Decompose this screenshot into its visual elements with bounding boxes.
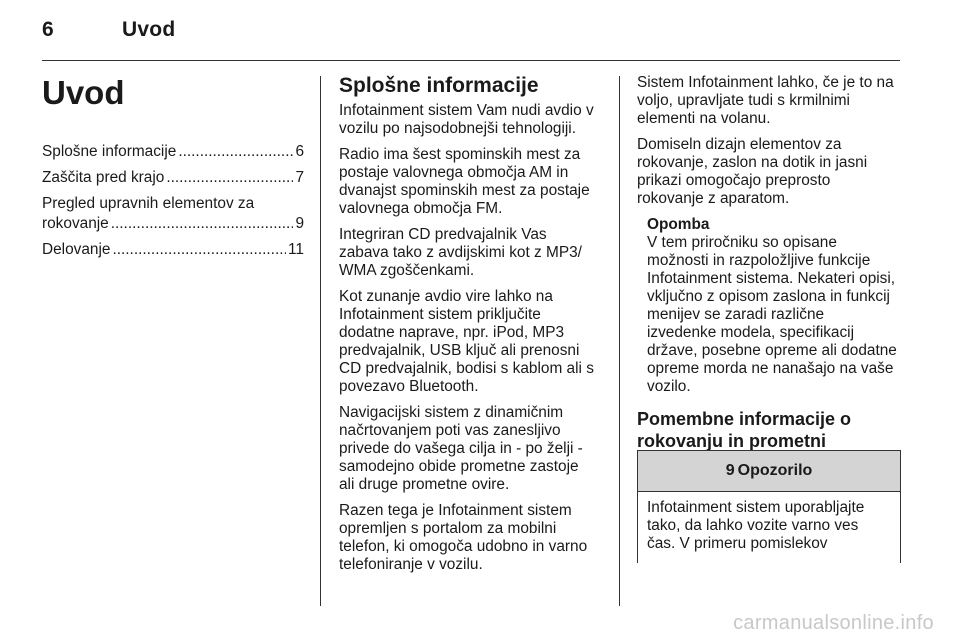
header-rule [42,60,900,61]
page-number: 6 [42,18,54,41]
text-line: dvanajst spominskih mest za postaje [339,182,590,199]
toc-entry-title: Zaščita pred krajo [42,169,165,186]
toc-leader-dots [178,142,293,162]
toc-page-number: 11 [288,241,304,258]
toc-entry-title: Splošne informacije [42,143,177,160]
paragraph [637,136,900,208]
text-line: Navigacijski sistem z dinamičnim [339,404,564,421]
chapter-title: Uvod [42,74,125,111]
toc-page-number: 7 [295,169,304,186]
toc-entry[interactable] [42,142,304,162]
third-column [637,74,900,484]
text-line: tako, da lahko vozite varno ves [647,517,859,534]
warning-title: Opozorilo [737,462,813,479]
text-line: rokovanju in prometni [637,431,827,451]
toc-page-number: 9 [295,215,304,232]
text-line: CD predvajalnik, bodisi s kablom ali s [339,360,594,377]
paragraph [339,288,607,396]
text-line: opreme morda ne nanašajo na vaše [647,360,894,377]
watermark: carmanualsonline.info [733,612,934,634]
text-line: Radio ima šest spominskih mest za [339,146,581,163]
text-line: možnosti in razpoložljive funkcije [647,252,871,269]
text-line: privede do vašega cilja in - po želji - [339,440,583,457]
note-block [637,216,900,396]
table-of-contents [42,142,304,260]
toc-leader-dots [111,214,294,234]
text-line: Pomembne informacije o [637,409,852,429]
column-divider [619,76,620,606]
text-line: Integriran CD predvajalnik Vas [339,226,547,243]
toc-entry[interactable] [42,240,304,260]
text-line: elementi na volanu. [637,110,771,127]
warning-box [637,450,901,563]
general-info-column [339,74,607,582]
text-line: Infotainment sistem Vam nudi avdio v [339,102,594,119]
paragraph [339,102,607,138]
toc-entry-title: Delovanje [42,241,111,258]
text-line: rokovanje z aparatom. [637,190,790,207]
text-line: države, posebne opreme ali dodatne [647,342,897,359]
running-chapter-title: Uvod [122,18,176,41]
toc-leader-dots [112,240,286,260]
paragraph [339,502,607,574]
toc-line [42,168,304,188]
text-line: Infotainment sistema. Nekateri opisi, [647,270,896,287]
paragraph [339,146,607,218]
paragraph [339,226,607,280]
note-label: Opomba [647,216,710,233]
text-line: povezavo Bluetooth. [339,378,479,395]
paragraph [637,74,900,128]
toc-entry[interactable] [42,194,304,234]
text-line: opremljen s portalom za mobilni [339,520,557,537]
text-line: dodatne naprave, npr. iPod, MP3 [339,324,565,341]
text-line: zabava tako z avdijskimi kot z MP3/ [339,244,582,261]
toc-leader-dots [166,168,293,188]
text-line: postaje valovnega območja AM in [339,164,569,181]
text-line: rokovanje, zaslon na dotik in jasni [637,154,868,171]
paragraph [339,404,607,494]
text-line: Sistem Infotainment lahko, če je to na [637,74,894,91]
text-line: samodejno obide prometne zastoje [339,458,579,475]
note-text [647,234,900,396]
section-heading: Splošne informacije [339,74,539,97]
text-line: izvedenke modela, specifikacij [647,324,855,341]
text-line: načrtovanjem poti vas zanesljivo [339,422,561,439]
toc-line [42,142,304,162]
toc-line [42,240,304,260]
text-line: valovnega območja FM. [339,200,503,217]
text-line: telefoniranje v vozilu. [339,556,483,573]
text-line: vozilu po najsodobnejši tehnologiji. [339,120,577,137]
text-line: Domiseln dizajn elementov za [637,136,842,153]
text-line: čas. V primeru pomislekov [647,535,828,552]
page-header [42,18,175,42]
toc-entry[interactable] [42,168,304,188]
section-body [339,102,607,574]
section-body [637,74,900,208]
text-line: menijev se zaradi različne [647,306,825,323]
toc-page-number: 6 [295,143,304,160]
warning-text [638,492,900,553]
column-divider [320,76,321,606]
text-line: vozilo. [647,378,691,395]
toc-entry-title: rokovanje [42,215,109,232]
text-line: Infotainment sistem priključite [339,306,541,323]
warning-triangle-icon: 9 [725,462,735,479]
toc-line [42,214,304,234]
text-line: prikazi omogočajo preprosto [637,172,831,189]
text-line: voljo, upravljate tudi s krmilnimi [637,92,850,109]
toc-column [42,74,304,266]
text-line: Razen tega je Infotainment sistem [339,502,572,519]
text-line: Pregled upravnih elementov za [42,195,255,212]
text-line: WMA zgoščenkami. [339,262,475,279]
text-line: Kot zunanje avdio vire lahko na [339,288,553,305]
text-line: vključno z opisom zaslona in funkcij [647,288,890,305]
text-line: predvajalnik, USB ključ ali prenosni [339,342,580,359]
text-line: Infotainment sistem uporabljajte [647,499,865,516]
text-line: ali druge prometne ovire. [339,476,510,493]
text-line: V tem priročniku so opisane [647,234,837,251]
warning-header [638,451,900,492]
text-line: telefon, ki omogoča udobno in varno [339,538,588,555]
